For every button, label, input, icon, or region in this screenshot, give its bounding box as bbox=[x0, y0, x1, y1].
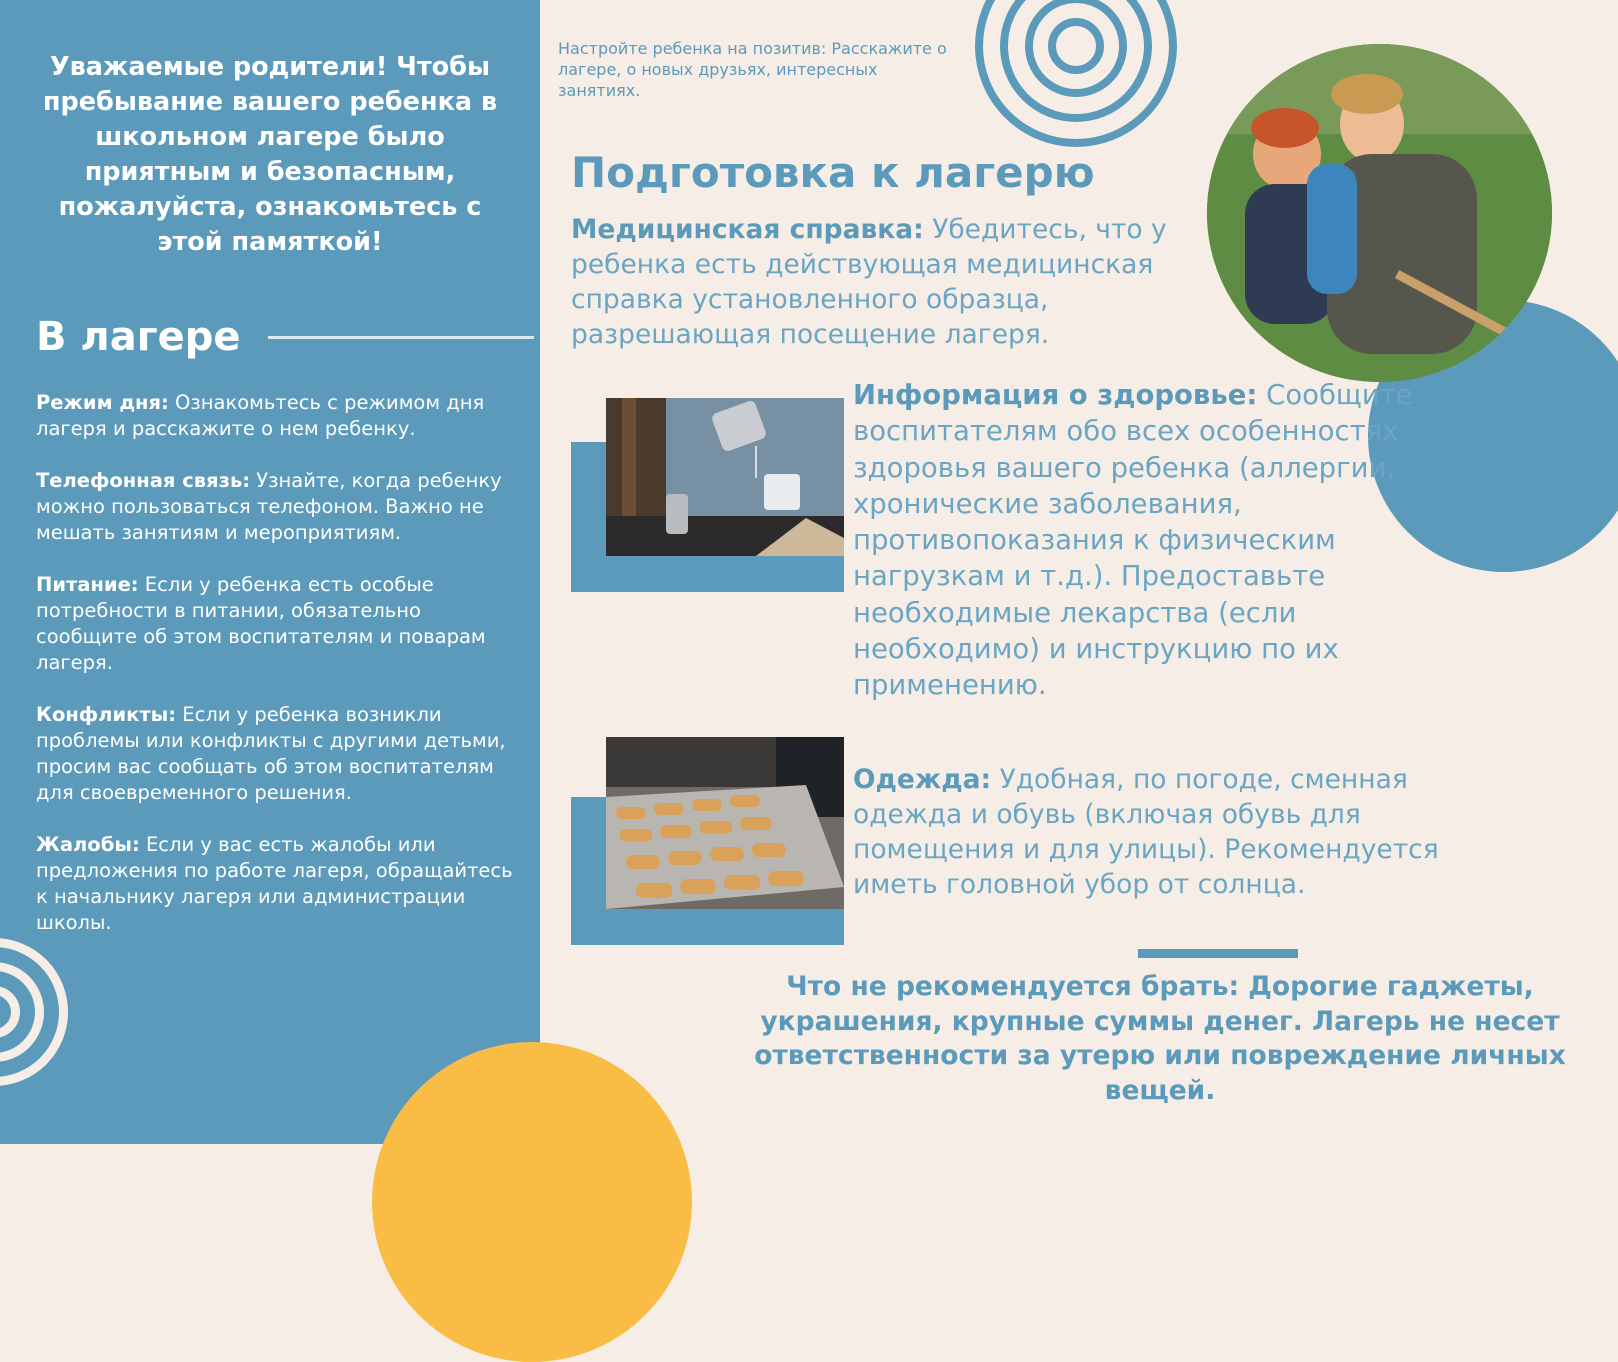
heading-rule bbox=[268, 336, 534, 339]
medical-text: Убедитесь, что у ребенка есть действующая медицинская справка установленного образца, разрешающая посещение лагеря. bbox=[571, 214, 1167, 350]
rule-label: Конфликты: bbox=[36, 703, 177, 726]
rule-item bbox=[36, 390, 526, 442]
section-heading-in-camp: В лагере bbox=[36, 314, 241, 360]
intro-text: Уважаемые родители! Чтобы пребывание вашего ребенка в школьном лагере было приятным и безопасным, пожалуйста, ознакомьтесь с этой памяткой! bbox=[42, 52, 498, 257]
rule-item bbox=[36, 572, 526, 676]
clothes-label: Одежда: bbox=[853, 764, 992, 795]
yellow-circle-decoration bbox=[372, 1042, 692, 1362]
rule-label: Режим дня: bbox=[36, 391, 169, 414]
rules-list bbox=[36, 390, 526, 962]
page-title: Подготовка к лагерю bbox=[571, 148, 1095, 197]
photo-pouring-tea bbox=[606, 398, 844, 556]
medical-label: Медицинская справка: bbox=[571, 214, 924, 245]
rule-item bbox=[36, 702, 526, 806]
health-label: Информация о здоровье: bbox=[853, 379, 1258, 411]
health-info-paragraph bbox=[853, 377, 1413, 704]
tea-photo-illustration bbox=[606, 398, 844, 556]
rule-text: Ознакомьтесь с режимом дня лагеря и расскажите о нем ребенку. bbox=[36, 391, 485, 440]
medical-certificate-paragraph bbox=[571, 212, 1196, 352]
kids-photo-illustration bbox=[1207, 44, 1552, 382]
rule-label: Жалобы: bbox=[36, 833, 140, 856]
warning-text: Что не рекомендуется брать: Дорогие гаджеты, украшения, крупные суммы денег. Лагерь не несет ответственности за утерю или повреждение личных вещей. bbox=[754, 971, 1566, 1106]
rule-item bbox=[36, 832, 526, 936]
hint-text: Настройте ребенка на позитив: Расскажите о лагере, о новых друзьях, интересных занятиях. bbox=[558, 39, 947, 100]
rule-item bbox=[36, 468, 526, 546]
rule-text: Узнайте, когда ребенку можно пользоваться телефоном. Важно не мешать занятиям и мероприятиям. bbox=[36, 469, 502, 544]
photo-kids-tug-of-war bbox=[1207, 44, 1552, 382]
accent-bar bbox=[1138, 949, 1298, 958]
rule-text: Если у вас есть жалобы или предложения по работе лагеря, обращайтесь к начальнику лагеря или администрации школы. bbox=[36, 833, 513, 934]
rule-text: Если у ребенка возникли проблемы или конфликты с другими детьми, просим вас сообщать об этом воспитателям для своевременного решения. bbox=[36, 703, 506, 804]
rule-text: Если у ребенка есть особые потребности в питании, обязательно сообщите об этом воспитателям и поварам лагеря. bbox=[36, 573, 486, 674]
clothing-paragraph bbox=[853, 762, 1493, 902]
left-panel bbox=[0, 0, 540, 1144]
health-text: Сообщите воспитателям обо всех особенностях здоровья вашего ребенка (аллергии, хронические заболевания, противопоказания к физическим нагрузкам и т.д.). Предоставьте необходимые лекарства (если необходимо) и инструкцию по их применению. bbox=[853, 379, 1413, 702]
rule-label: Питание: bbox=[36, 573, 139, 596]
clothes-text: Удобная, по погоде, сменная одежда и обувь (включая обувь для помещения и для улицы). Рекомендуется иметь головной убор от солнца. bbox=[853, 764, 1439, 900]
rule-label: Телефонная связь: bbox=[36, 469, 251, 492]
photo-pastries-tray bbox=[606, 737, 844, 909]
pastries-photo-illustration bbox=[606, 737, 844, 909]
